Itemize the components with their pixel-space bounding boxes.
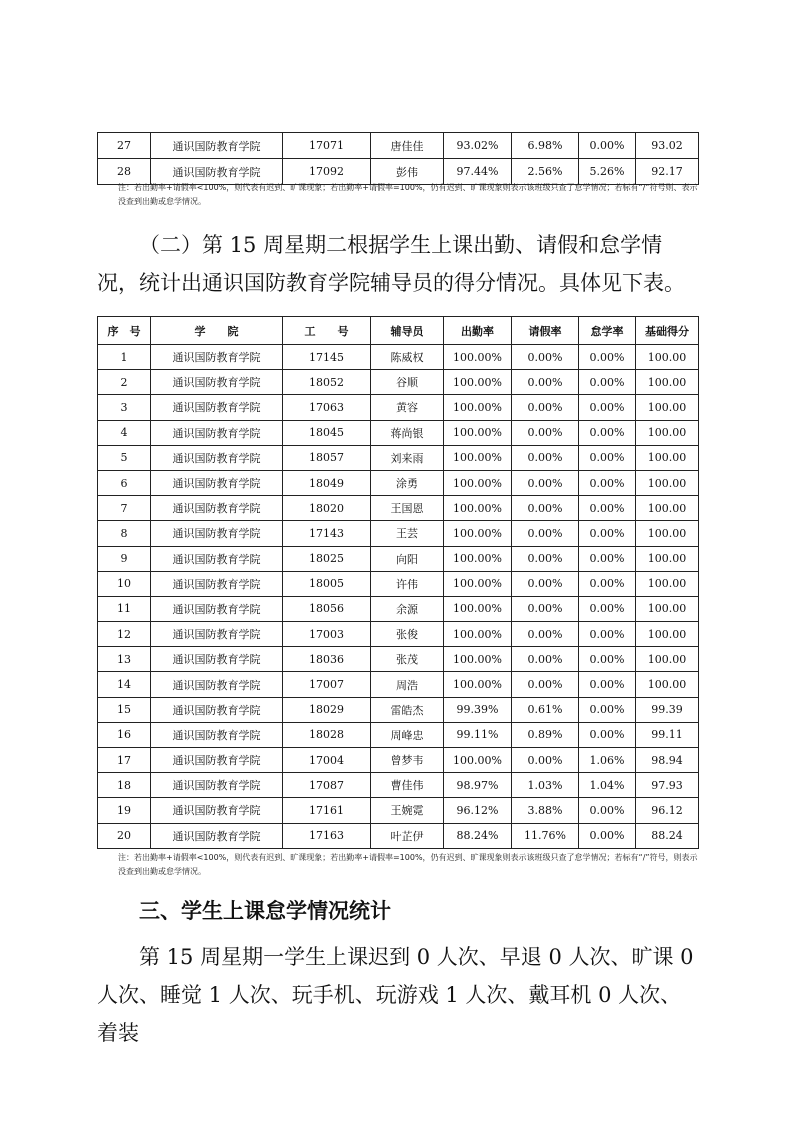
table-cell: 16 xyxy=(98,722,151,747)
table-cell: 100.00 xyxy=(636,420,699,445)
table-cell: 曹佳伟 xyxy=(371,773,444,798)
column-header: 出勤率 xyxy=(444,317,512,345)
table-cell: 通识国防教育学院 xyxy=(151,521,283,546)
table-cell: 0.00% xyxy=(579,395,636,420)
table-cell: 通识国防教育学院 xyxy=(151,496,283,521)
table-cell: 18 xyxy=(98,773,151,798)
table-cell: 100.00 xyxy=(636,470,699,495)
table-cell: 100.00 xyxy=(636,647,699,672)
table-cell: 0.00% xyxy=(512,546,579,571)
table-cell: 18036 xyxy=(283,647,371,672)
table-cell: 王国恩 xyxy=(371,496,444,521)
table-cell: 通识国防教育学院 xyxy=(151,571,283,596)
table-cell: 100.00 xyxy=(636,521,699,546)
table-cell: 28 xyxy=(98,159,151,185)
table-cell: 0.00% xyxy=(512,345,579,370)
table-cell: 1.03% xyxy=(512,773,579,798)
table-cell: 17092 xyxy=(283,159,371,185)
table-row xyxy=(98,521,699,546)
table-row xyxy=(98,496,699,521)
table-row xyxy=(98,571,699,596)
table-cell: 18020 xyxy=(283,496,371,521)
table-cell: 100.00% xyxy=(444,370,512,395)
section3-text: 第 15 周星期一学生上课迟到 0 人次、早退 0 人次、旷课 0 人次、睡觉 1 人次、玩手机、玩游戏 1 人次、戴耳机 0 人次、着装 xyxy=(97,945,694,1045)
table-row xyxy=(98,445,699,470)
table-cell: 97.44% xyxy=(444,159,512,185)
table-cell: 9 xyxy=(98,546,151,571)
table-cell: 向阳 xyxy=(371,546,444,571)
table-cell: 王婉霓 xyxy=(371,798,444,823)
column-header: 学 院 xyxy=(151,317,283,345)
table-cell: 通识国防教育学院 xyxy=(151,133,283,159)
table-cell: 0.00% xyxy=(579,622,636,647)
table-cell: 100.00 xyxy=(636,370,699,395)
table-cell: 100.00 xyxy=(636,546,699,571)
table-row xyxy=(98,596,699,621)
table-row xyxy=(98,748,699,773)
table-cell: 13 xyxy=(98,647,151,672)
table-cell: 100.00% xyxy=(444,748,512,773)
table-cell: 雷皓杰 xyxy=(371,697,444,722)
table-cell: 余源 xyxy=(371,596,444,621)
table-cell: 18028 xyxy=(283,722,371,747)
table-cell: 0.00% xyxy=(579,445,636,470)
table-row xyxy=(98,395,699,420)
table-cell: 0.00% xyxy=(579,647,636,672)
table-cell: 20 xyxy=(98,823,151,848)
table-cell: 涂勇 xyxy=(371,470,444,495)
table-cell: 100.00 xyxy=(636,445,699,470)
table-cell: 98.94 xyxy=(636,748,699,773)
table-cell: 通识国防教育学院 xyxy=(151,420,283,445)
table-cell: 0.00% xyxy=(512,395,579,420)
table-cell: 通识国防教育学院 xyxy=(151,722,283,747)
table-cell: 0.00% xyxy=(512,445,579,470)
table-cell: 0.00% xyxy=(579,420,636,445)
section3-heading: 三、学生上课怠学情况统计 xyxy=(139,899,391,923)
table-cell: 19 xyxy=(98,798,151,823)
section2-paragraph xyxy=(97,226,698,302)
table-cell: 4 xyxy=(98,420,151,445)
table-cell: 通识国防教育学院 xyxy=(151,370,283,395)
table-cell: 88.24 xyxy=(636,823,699,848)
table-cell: 0.00% xyxy=(579,133,636,159)
table-cell: 100.00% xyxy=(444,647,512,672)
table-cell: 0.00% xyxy=(579,470,636,495)
table-row xyxy=(98,470,699,495)
table-cell: 0.00% xyxy=(512,748,579,773)
table-cell: 17063 xyxy=(283,395,371,420)
table-cell: 5.26% xyxy=(579,159,636,185)
column-header: 基础得分 xyxy=(636,317,699,345)
table-cell: 100.00 xyxy=(636,571,699,596)
table-cell: 96.12% xyxy=(444,798,512,823)
table-cell: 93.02% xyxy=(444,133,512,159)
table-cell: 17145 xyxy=(283,345,371,370)
table-row xyxy=(98,420,699,445)
table-cell: 叶芷伊 xyxy=(371,823,444,848)
table-cell: 谷顺 xyxy=(371,370,444,395)
column-header: 工 号 xyxy=(283,317,371,345)
table-cell: 100.00 xyxy=(636,596,699,621)
table-cell: 11 xyxy=(98,596,151,621)
table-cell: 周浩 xyxy=(371,672,444,697)
table-cell: 通识国防教育学院 xyxy=(151,546,283,571)
table-cell: 100.00 xyxy=(636,395,699,420)
table-row xyxy=(98,133,699,159)
table-cell: 0.00% xyxy=(579,722,636,747)
table-cell: 3 xyxy=(98,395,151,420)
table-cell: 100.00% xyxy=(444,622,512,647)
table-cell: 周峰忠 xyxy=(371,722,444,747)
table-cell: 通识国防教育学院 xyxy=(151,622,283,647)
table-cell: 18005 xyxy=(283,571,371,596)
table-cell: 99.39 xyxy=(636,697,699,722)
table-cell: 0.00% xyxy=(579,521,636,546)
table-cell: 100.00 xyxy=(636,622,699,647)
column-header: 请假率 xyxy=(512,317,579,345)
table-cell: 100.00 xyxy=(636,672,699,697)
table-cell: 1.04% xyxy=(579,773,636,798)
table-cell: 通识国防教育学院 xyxy=(151,647,283,672)
table-cell: 张茂 xyxy=(371,647,444,672)
section3-paragraph xyxy=(97,938,698,1052)
table-cell: 0.00% xyxy=(579,345,636,370)
table-cell: 18056 xyxy=(283,596,371,621)
table-cell: 0.00% xyxy=(512,672,579,697)
table-cell: 通识国防教育学院 xyxy=(151,470,283,495)
table-cell: 14 xyxy=(98,672,151,697)
table-cell: 刘来雨 xyxy=(371,445,444,470)
table-cell: 0.00% xyxy=(579,672,636,697)
table-cell: 100.00% xyxy=(444,571,512,596)
table-cell: 18052 xyxy=(283,370,371,395)
table-cell: 100.00% xyxy=(444,420,512,445)
table-cell: 0.00% xyxy=(512,571,579,596)
table-row xyxy=(98,345,699,370)
table-cell: 通识国防教育学院 xyxy=(151,672,283,697)
table-cell: 99.11 xyxy=(636,722,699,747)
table-cell: 唐佳佳 xyxy=(371,133,444,159)
table-cell: 88.24% xyxy=(444,823,512,848)
table-cell: 通识国防教育学院 xyxy=(151,596,283,621)
table-cell: 0.00% xyxy=(512,496,579,521)
table-cell: 99.39% xyxy=(444,697,512,722)
table-cell: 0.00% xyxy=(512,596,579,621)
table-cell: 通识国防教育学院 xyxy=(151,395,283,420)
table-cell: 100.00% xyxy=(444,672,512,697)
table-cell: 17087 xyxy=(283,773,371,798)
table-cell: 通识国防教育学院 xyxy=(151,798,283,823)
table-cell: 0.61% xyxy=(512,697,579,722)
top-table-body xyxy=(98,133,699,185)
table-cell: 17007 xyxy=(283,672,371,697)
table-cell: 0.00% xyxy=(579,823,636,848)
column-header: 辅导员 xyxy=(371,317,444,345)
table-cell: 18045 xyxy=(283,420,371,445)
table-cell: 100.00 xyxy=(636,496,699,521)
table-row xyxy=(98,823,699,848)
table-cell: 0.00% xyxy=(512,370,579,395)
table-cell: 17 xyxy=(98,748,151,773)
table-cell: 18025 xyxy=(283,546,371,571)
table-cell: 99.11% xyxy=(444,722,512,747)
table-cell: 彭伟 xyxy=(371,159,444,185)
table-cell: 100.00% xyxy=(444,470,512,495)
table-cell: 0.00% xyxy=(579,546,636,571)
table-cell: 0.00% xyxy=(579,697,636,722)
table-cell: 0.00% xyxy=(579,571,636,596)
table-cell: 18029 xyxy=(283,697,371,722)
section2-text: （二）第 15 周星期二根据学生上课出勤、请假和怠学情况，统计出通识国防教育学院辅导员的得分情况。具体见下表。 xyxy=(97,233,685,295)
table-cell: 通识国防教育学院 xyxy=(151,159,283,185)
note-top: 注：若出勤率+请假率<100%，则代表有迟到、旷课现象；若出勤率+请假率=100%，仍有迟到、旷课现象则表示该班级只查了怠学情况；若标有“/”符号则、表示没查到出勤或怠学情况。 xyxy=(118,183,698,206)
table-cell: 通识国防教育学院 xyxy=(151,773,283,798)
table-cell: 17003 xyxy=(283,622,371,647)
table-row xyxy=(98,672,699,697)
table-cell: 0.00% xyxy=(579,596,636,621)
table-cell: 100.00% xyxy=(444,395,512,420)
table-cell: 1.06% xyxy=(579,748,636,773)
table-row xyxy=(98,798,699,823)
table-cell: 张俊 xyxy=(371,622,444,647)
table-cell: 0.00% xyxy=(579,798,636,823)
table-cell: 通识国防教育学院 xyxy=(151,823,283,848)
table-cell: 1 xyxy=(98,345,151,370)
table-cell: 3.88% xyxy=(512,798,579,823)
table-cell: 通识国防教育学院 xyxy=(151,697,283,722)
table-cell: 曾梦韦 xyxy=(371,748,444,773)
table-cell: 许伟 xyxy=(371,571,444,596)
table-cell: 15 xyxy=(98,697,151,722)
table-cell: 92.17 xyxy=(636,159,699,185)
table-cell: 0.00% xyxy=(579,370,636,395)
table-cell: 17071 xyxy=(283,133,371,159)
table-cell: 5 xyxy=(98,445,151,470)
table-cell: 100.00% xyxy=(444,596,512,621)
table-cell: 98.97% xyxy=(444,773,512,798)
table-cell: 18049 xyxy=(283,470,371,495)
table-cell: 93.02 xyxy=(636,133,699,159)
table-cell: 王芸 xyxy=(371,521,444,546)
table-cell: 100.00% xyxy=(444,445,512,470)
table-cell: 蒋尚银 xyxy=(371,420,444,445)
table-cell: 27 xyxy=(98,133,151,159)
table-cell: 0.00% xyxy=(512,622,579,647)
table-cell: 0.00% xyxy=(512,647,579,672)
table-cell: 7 xyxy=(98,496,151,521)
table-cell: 96.12 xyxy=(636,798,699,823)
table-row xyxy=(98,622,699,647)
table-cell: 0.00% xyxy=(512,521,579,546)
table-cell: 18057 xyxy=(283,445,371,470)
table-cell: 100.00 xyxy=(636,345,699,370)
table-cell: 17163 xyxy=(283,823,371,848)
table-cell: 6.98% xyxy=(512,133,579,159)
table-cell: 100.00% xyxy=(444,521,512,546)
table-cell: 通识国防教育学院 xyxy=(151,445,283,470)
table-cell: 10 xyxy=(98,571,151,596)
top-score-table xyxy=(97,132,699,185)
table-row xyxy=(98,697,699,722)
table-cell: 100.00% xyxy=(444,345,512,370)
main-table-body xyxy=(98,345,699,849)
table-cell: 11.76% xyxy=(512,823,579,848)
table-header-row xyxy=(98,317,699,345)
table-cell: 17143 xyxy=(283,521,371,546)
counselor-score-table xyxy=(97,316,699,849)
column-header: 怠学率 xyxy=(579,317,636,345)
table-row xyxy=(98,546,699,571)
table-cell: 0.00% xyxy=(512,420,579,445)
table-cell: 2.56% xyxy=(512,159,579,185)
table-cell: 8 xyxy=(98,521,151,546)
table-cell: 0.00% xyxy=(512,470,579,495)
table-cell: 通识国防教育学院 xyxy=(151,345,283,370)
table-row xyxy=(98,773,699,798)
table-cell: 黄容 xyxy=(371,395,444,420)
table-cell: 12 xyxy=(98,622,151,647)
table-cell: 0.00% xyxy=(579,496,636,521)
table-cell: 97.93 xyxy=(636,773,699,798)
table-cell: 100.00% xyxy=(444,546,512,571)
table-cell: 2 xyxy=(98,370,151,395)
column-header: 序 号 xyxy=(98,317,151,345)
table-cell: 17161 xyxy=(283,798,371,823)
table-row xyxy=(98,647,699,672)
table-cell: 0.89% xyxy=(512,722,579,747)
table-row xyxy=(98,370,699,395)
table-cell: 17004 xyxy=(283,748,371,773)
table-row xyxy=(98,722,699,747)
table-cell: 通识国防教育学院 xyxy=(151,748,283,773)
table-cell: 6 xyxy=(98,470,151,495)
table-cell: 100.00% xyxy=(444,496,512,521)
note-main: 注：若出勤率+请假率<100%，则代表有迟到、旷课现象；若出勤率+请假率=100%，仍有迟到、旷课现象则表示该班级只查了怠学情况；若标有“/”符号，则表示没查到出勤或怠学情况。 xyxy=(118,853,698,876)
table-cell: 陈威权 xyxy=(371,345,444,370)
